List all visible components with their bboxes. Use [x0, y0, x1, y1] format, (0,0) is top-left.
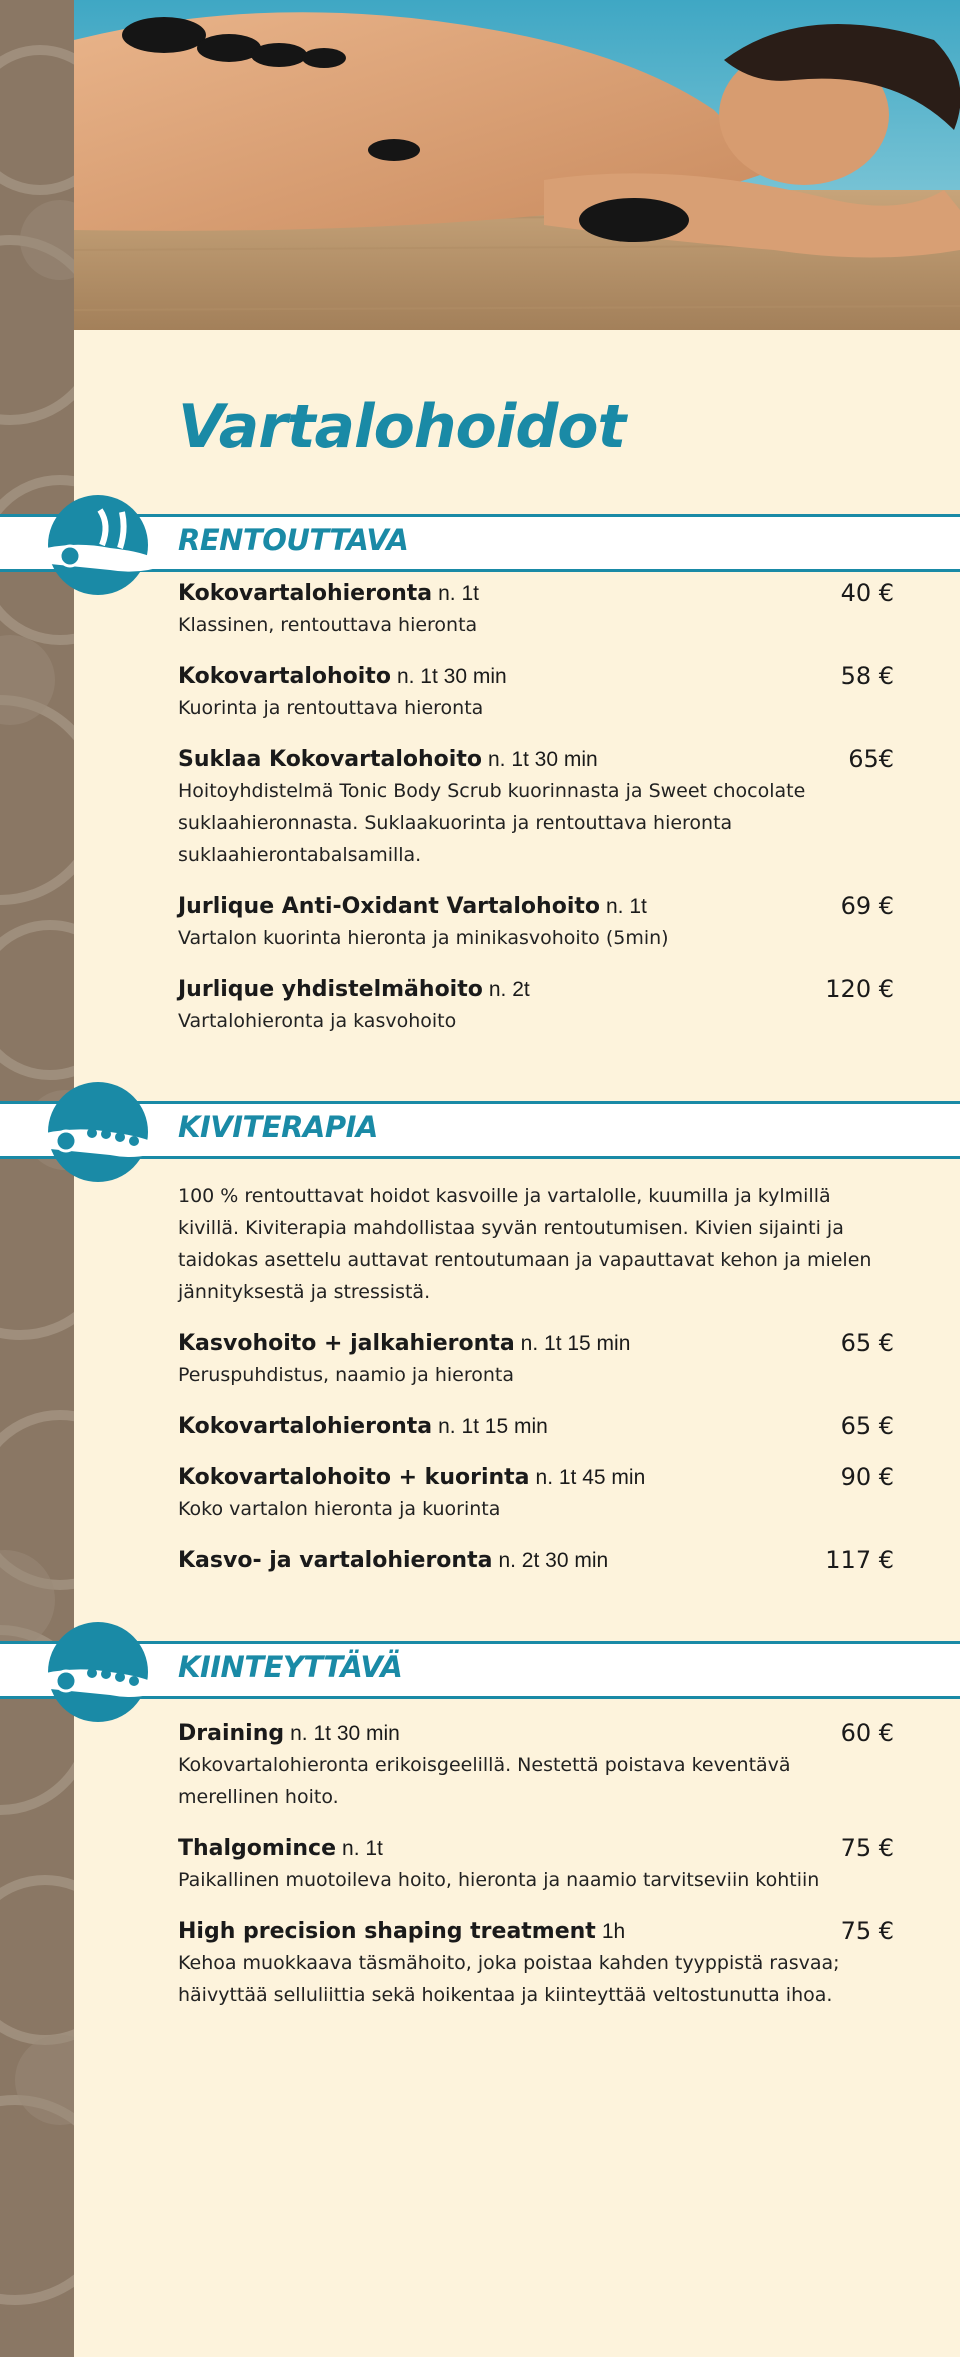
section-kiinteyttava: [178, 1718, 894, 2031]
treatment-description: Klassinen, rentouttava hieronta: [178, 614, 478, 636]
treatment-name: Kokovartalohieronta: [178, 581, 433, 606]
treatment-name: Draining: [178, 1721, 285, 1746]
treatment-duration: n. 1t 30 min: [396, 665, 507, 688]
treatment-duration: n. 1t: [606, 895, 647, 918]
list-item: [178, 1718, 894, 1813]
treatment-duration: n. 1t 45 min: [535, 1466, 646, 1489]
treatment-name: Kokovartalohieronta: [178, 1414, 433, 1439]
treatment-name: Jurlique Anti-Oxidant Vartalohoito: [178, 894, 600, 919]
treatment-price: 58 €: [840, 662, 894, 690]
treatment-description: Kokovartalohieronta erikoisgeelillä. Nestettä poistava keventävä merellinen hoito.: [178, 1754, 791, 1808]
section-intro: 100 % rentouttavat hoidot kasvoille ja vartalolle, kuumilla ja kylmillä kivillä. Kiviterapia mahdollistaa syvän rentoutumisen. Kivien sijainti ja taidokas asettelu auttavat rentoutumaan ja vapauttavat kehon ja mielen jännityksestä ja stressistä.: [178, 1185, 872, 1303]
list-item: [178, 1545, 894, 1576]
list-item: [178, 974, 894, 1037]
section-rentouttava: [178, 578, 894, 1057]
section-title-kiviterapia: KIVITERAPIA: [178, 1110, 378, 1144]
treatment-name: Kasvohoito + jalkahieronta: [178, 1331, 515, 1356]
treatment-duration: n. 2t: [488, 978, 530, 1001]
body-treatment-icon: [30, 1617, 166, 1727]
treatment-duration: n. 1t: [342, 1837, 383, 1860]
treatment-name: High precision shaping treatment: [178, 1919, 596, 1944]
treatment-description: Vartalon kuorinta hieronta ja minikasvohoito (5min): [178, 927, 669, 949]
list-item: [178, 1462, 894, 1525]
treatment-price: 75 €: [840, 1917, 894, 1945]
treatment-price: 65 €: [840, 1329, 894, 1357]
treatment-description: Hoitoyhdistelmä Tonic Body Scrub kuorinnasta ja Sweet chocolate suklaahieronnasta. Suklaakuorinta ja rentouttava hieronta suklaahierontabalsamilla.: [178, 780, 806, 866]
treatment-duration: n. 2t 30 min: [498, 1549, 609, 1572]
treatment-name: Kokovartalohoito: [178, 664, 391, 689]
treatment-duration: n. 1t: [438, 582, 479, 605]
treatment-price: 120 €: [825, 975, 894, 1003]
section-title-kiinteyttava: KIINTEYTTÄVÄ: [178, 1650, 403, 1684]
treatment-price: 65 €: [840, 1412, 894, 1440]
list-item: [178, 1411, 894, 1442]
treatment-duration: n. 1t 15 min: [438, 1415, 548, 1438]
treatment-name: Kokovartalohoito + kuorinta: [178, 1465, 530, 1490]
list-item: [178, 1833, 894, 1896]
treatment-description: Vartalohieronta ja kasvohoito: [178, 1010, 457, 1032]
stone-therapy-icon: [30, 1077, 166, 1187]
hero-image: [74, 0, 960, 330]
treatment-price: 65€: [848, 745, 894, 773]
treatment-price: 40 €: [840, 579, 894, 607]
list-item: [178, 661, 894, 724]
treatment-price: 75 €: [840, 1834, 894, 1862]
list-item: [178, 891, 894, 954]
treatment-name: Jurlique yhdistelmähoito: [178, 977, 483, 1002]
treatment-duration: n. 1t 30 min: [487, 748, 598, 771]
section-kiviterapia: [178, 1180, 894, 1596]
treatment-description: Kuorinta ja rentouttava hieronta: [178, 697, 484, 719]
list-item: [178, 578, 894, 641]
treatment-price: 69 €: [840, 892, 894, 920]
treatment-duration: n. 1t 15 min: [520, 1332, 631, 1355]
massage-icon: [30, 490, 166, 600]
page-title: Vartalohoidot: [178, 392, 626, 462]
treatment-name: Suklaa Kokovartalohoito: [178, 747, 482, 772]
treatment-price: 60 €: [840, 1719, 894, 1747]
treatment-description: Koko vartalon hieronta ja kuorinta: [178, 1498, 501, 1520]
treatment-name: Thalgomince: [178, 1836, 337, 1861]
list-item: [178, 1916, 894, 2011]
treatment-description: Kehoa muokkaava täsmähoito, joka poistaa kahden tyyppistä rasvaa; häivyttää selluliittia sekä hoikentaa ja kiinteyttää veltostunutta ihoa.: [178, 1952, 840, 2006]
treatment-duration: n. 1t 30 min: [290, 1722, 400, 1745]
section-title-rentouttava: RENTOUTTAVA: [178, 523, 409, 557]
treatment-description: Paikallinen muotoileva hoito, hieronta ja naamio tarvitseviin kohtiin: [178, 1869, 820, 1891]
treatment-name: Kasvo- ja vartalohieronta: [178, 1548, 493, 1573]
list-item: [178, 1328, 894, 1391]
treatment-price: 117 €: [825, 1546, 894, 1574]
treatment-duration: 1h: [601, 1920, 626, 1943]
list-item: [178, 744, 894, 871]
treatment-description: Peruspuhdistus, naamio ja hieronta: [178, 1364, 514, 1386]
treatment-price: 90 €: [840, 1463, 894, 1491]
